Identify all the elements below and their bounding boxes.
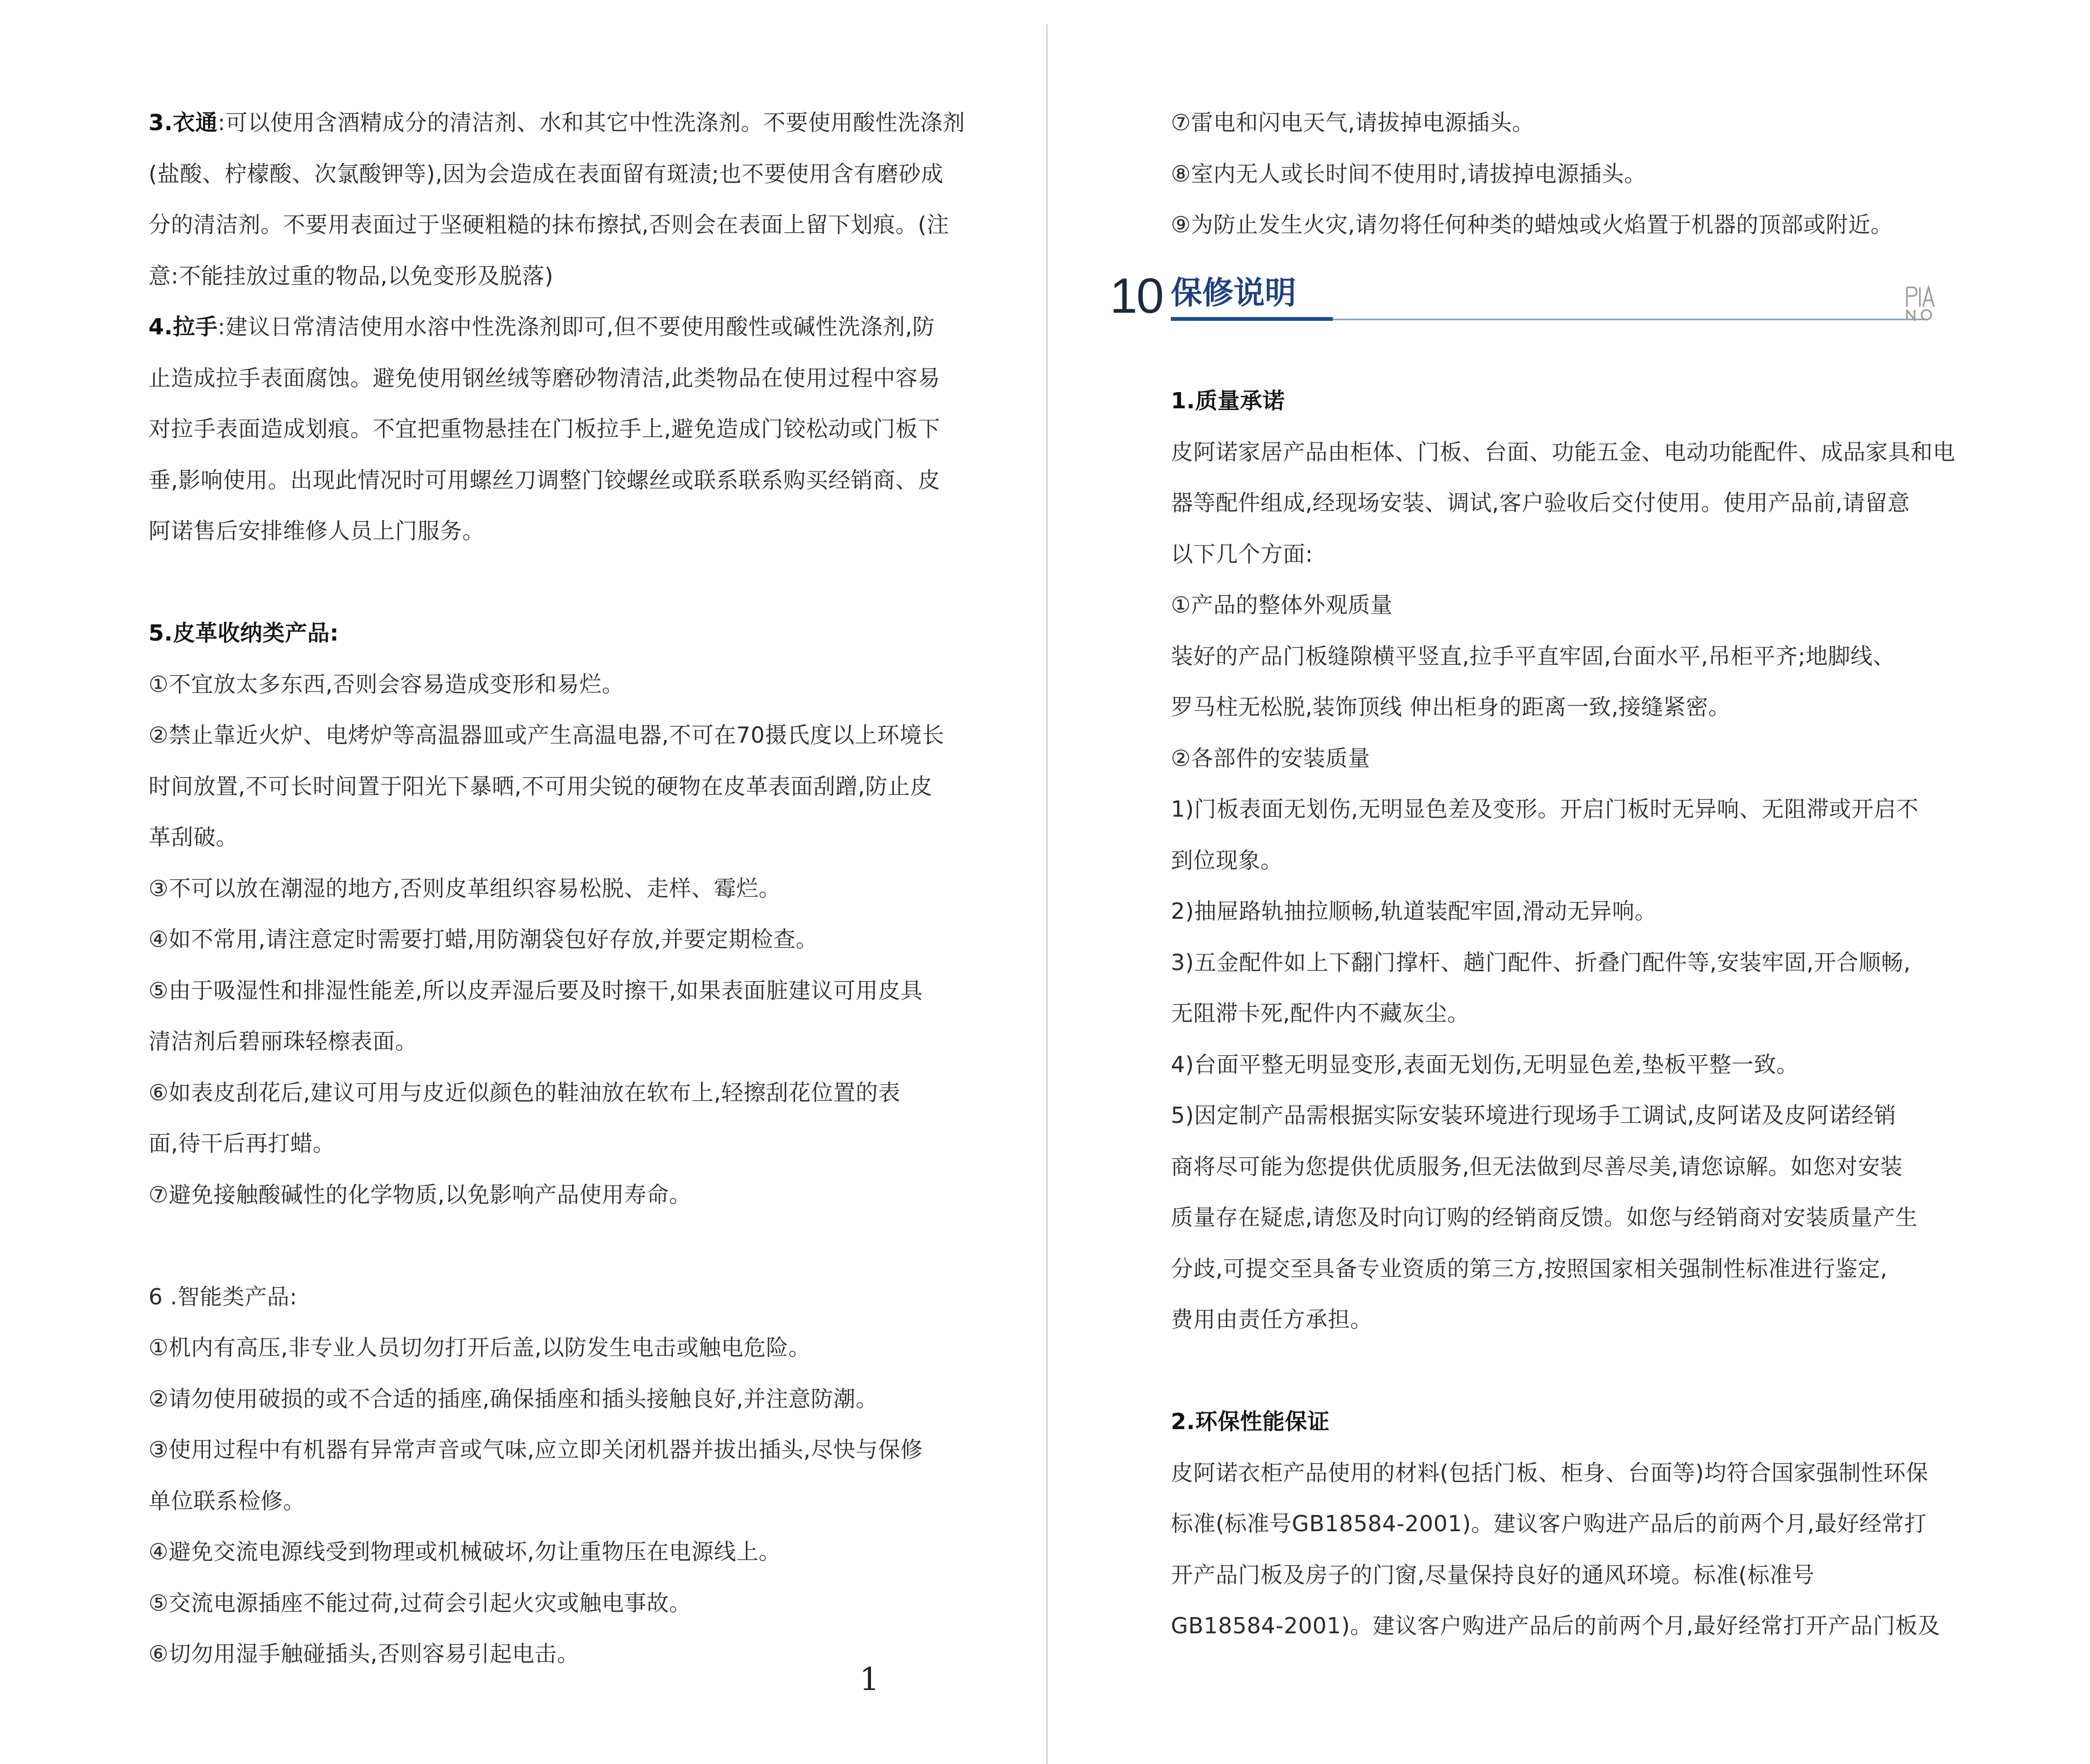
left-column	[149, 0, 975, 1680]
safety-line: ⑨为防止发生火灾,请勿将任何种类的蜡烛或火焰置于机器的顶部或附近。	[1171, 212, 1893, 238]
q1-line: 到位现象。	[1171, 847, 1283, 873]
item3-line-2: (盐酸、柠檬酸、次氯酸钾等),因为会造成在表面留有斑渍;也不要使用含有磨砂成	[149, 160, 943, 187]
item5-line: ①不宜放太多东西,否则会容易造成变形和易烂。	[149, 671, 624, 697]
page-number: 1	[859, 1661, 880, 1698]
q1-line: 商将尽可能为您提供优质服务,但无法做到尽善尽美,请您谅解。如您对安装	[1171, 1153, 1903, 1180]
warranty-body	[1171, 375, 1956, 1652]
item5-line: ②禁止靠近火炉、电烤炉等高温器皿或产生高温电器,不可在70摄氏度以上环境长	[149, 722, 945, 748]
safety-line: ⑧室内无人或长时间不使用时,请拔掉电源插头。	[1171, 160, 1647, 187]
item4-label: 4.拉手	[149, 314, 218, 340]
title-underline-accent	[1171, 317, 1333, 321]
q1-line: 装好的产品门板缝隙横平竖直,拉手平直牢固,台面水平,吊柜平齐;地脚线、	[1171, 643, 1896, 669]
q1-line: 罗马柱无松脱,装饰顶线 伸出柜身的距离一致,接缝紧密。	[1171, 694, 1731, 720]
q1-line: 无阻滞卡死,配件内不藏灰尘。	[1171, 1000, 1470, 1026]
spacer	[149, 557, 975, 608]
q2-heading: 2.环保性能保证	[1171, 1409, 1330, 1435]
right-column-top	[1171, 0, 1949, 251]
item4-line-2: 止造成拉手表面腐蚀。避免使用钢丝绒等磨砂物清洁,此类物品在使用过程中容易	[149, 365, 941, 391]
item5-line: ③不可以放在潮湿的地方,否则皮革组织容易松脱、走样、霉烂。	[149, 875, 781, 901]
section-number: 10	[1110, 268, 1163, 324]
item6-line: ④避免交流电源线受到物理或机械破坏,勿让重物压在电源线上。	[149, 1539, 781, 1565]
item6-line: ③使用过程中有机器有异常声音或气味,应立即关闭机器并拔出插头,尽快与保修	[149, 1437, 923, 1463]
item3-line-4: 意:不能挂放过重的物品,以免变形及脱落)	[149, 262, 554, 289]
q1-line: 质量存在疑虑,请您及时向订购的经销商反馈。如您与经销商对安装质量产生	[1171, 1204, 1918, 1230]
q2-line: GB18584-2001)。建议客户购进产品后的前两个月,最好经常打开产品门板及	[1171, 1613, 1940, 1639]
section-title: 保修说明	[1171, 274, 1297, 311]
item6-line: ①机内有高压,非专业人员切勿打开后盖,以防发生电击或触电危险。	[149, 1335, 811, 1361]
q2-line: 开产品门板及房子的门窗,尽量保持良好的通风环境。标准(标准号	[1171, 1561, 1815, 1588]
item5-line: 时间放置,不可长时间置于阳光下暴晒,不可用尖锐的硬物在皮革表面刮蹭,防止皮	[149, 773, 933, 799]
spacer	[1171, 1345, 1949, 1397]
item3-line-1: 3.衣通:可以使用含酒精成分的清洁剂、水和其它中性洗涤剂。不要使用酸性洗涤剂	[149, 110, 965, 136]
item4-line-3: 对拉手表面造成划痕。不宜把重物悬挂在门板拉手上,避免造成门铰松动或门板下	[149, 416, 941, 442]
item6-heading: 6 .智能类产品:	[149, 1283, 298, 1310]
safety-line: ⑦雷电和闪电天气,请拔掉电源插头。	[1171, 110, 1535, 136]
item5-line: ⑥如表皮刮花后,建议可用与皮近似颜色的鞋油放在软布上,轻擦刮花位置的表	[149, 1079, 901, 1106]
q1-heading: 1.质量承诺	[1171, 388, 1285, 414]
item4-line-1: 4.拉手:建议日常清洁使用水溶中性洗涤剂即可,但不要使用酸性或碱性洗涤剂,防	[149, 314, 935, 340]
item4-line-4: 垂,影响使用。出现此情况时可用螺丝刀调整门铰螺丝或联系联系购买经销商、皮	[149, 467, 941, 493]
q2-line: 标准(标准号GB18584-2001)。建议客户购进产品后的前两个月,最好经常打	[1171, 1511, 1927, 1537]
item5-line: 清洁剂后碧丽珠轻檫表面。	[149, 1028, 417, 1054]
q1-line: 4)台面平整无明显变形,表面无划伤,无明显色差,垫板平整一致。	[1171, 1051, 1799, 1078]
item3-label: 3.衣通	[149, 110, 218, 136]
q1-line: 5)因定制产品需根据实际安装环境进行现场手工调试,皮阿诺及皮阿诺经销	[1171, 1102, 1897, 1128]
spacer	[149, 1220, 975, 1271]
item3-line-3: 分的清洁剂。不要用表面过于坚硬粗糙的抹布擦拭,否则会在表面上留下划痕。(注	[149, 212, 949, 238]
q2-line: 皮阿诺衣柜产品使用的材料(包括门板、柜身、台面等)均符合国家强制性环保	[1171, 1459, 1929, 1486]
item5-line: 革刮破。	[149, 824, 238, 850]
q1-line: 1)门板表面无划伤,无明显色差及变形。开启门板时无异响、无阻滞或开启不	[1171, 796, 1919, 822]
q1-line: 器等配件组成,经现场安装、调试,客户验收后交付使用。使用产品前,请留意	[1171, 490, 1910, 516]
q1-line: 费用由责任方承担。	[1171, 1307, 1373, 1332]
q1-line: ②各部件的安装质量	[1171, 745, 1371, 771]
item5-line: 面,待干后再打蜡。	[149, 1130, 335, 1156]
item6-line: ②请勿使用破损的或不合适的插座,确保插座和插头接触良好,并注意防潮。	[149, 1385, 878, 1412]
item5-heading: 5.皮革收纳类产品:	[149, 620, 339, 646]
section-heading	[1110, 265, 1941, 329]
q1-line: 3)五金配件如上下翻门撑杆、趟门配件、折叠门配件等,安装牢固,开合顺畅,	[1171, 949, 1911, 975]
item5-line: ⑦避免接触酸碱性的化学物质,以免影响产品使用寿命。	[149, 1181, 692, 1208]
item6-line: 单位联系检修。	[149, 1487, 306, 1514]
item5-line: ⑤由于吸湿性和排湿性能差,所以皮弄湿后要及时擦干,如果表面脏建议可用皮具	[149, 977, 923, 1004]
q1-line: ①产品的整体外观质量	[1171, 592, 1393, 618]
item4-line-5: 阿诺售后安排维修人员上门服务。	[149, 518, 485, 544]
item6-line: ⑤交流电源插座不能过荷,过荷会引起火灾或触电事故。	[149, 1590, 692, 1616]
q1-line: 皮阿诺家居产品由柜体、门板、台面、功能五金、电动功能配件、成品家具和电	[1171, 439, 1956, 465]
q1-line: 分歧,可提交至具备专业资质的第三方,按照国家相关强制性标准进行鉴定,	[1171, 1255, 1888, 1282]
q1-line: 2)抽屉路轨抽拉顺畅,轨道装配牢固,滑动无异响。	[1171, 898, 1657, 924]
page-divider	[1046, 24, 1048, 1764]
item6-line: ⑥切勿用湿手触碰插头,否则容易引起电击。	[149, 1641, 579, 1667]
brand-logo-icon	[1905, 285, 1936, 322]
item5-line: ④如不常用,请注意定时需要打蜡,用防潮袋包好存放,并要定期检查。	[149, 926, 818, 952]
q1-line: 以下几个方面:	[1171, 541, 1313, 567]
